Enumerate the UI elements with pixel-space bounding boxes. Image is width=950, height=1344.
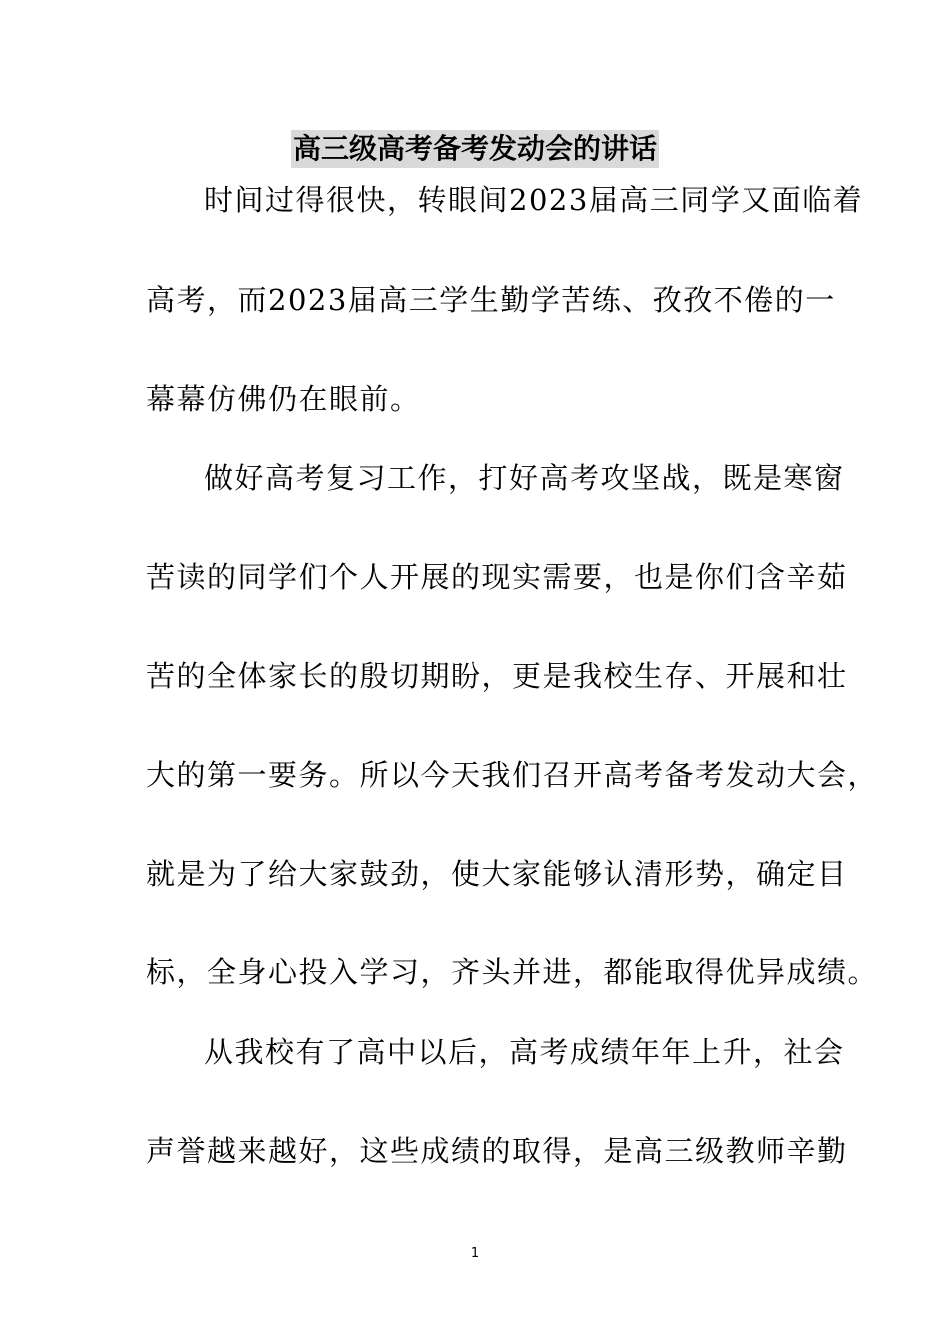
- document-title: 高三级高考备考发动会的讲话: [291, 130, 659, 168]
- paragraph-line: 声誉越来越好，这些成绩的取得，是高三级教师辛勤: [146, 1134, 848, 1168]
- page-number: 1: [470, 1246, 480, 1261]
- paragraph-line: 就是为了给大家鼓劲，使大家能够认清形势，确定目: [146, 857, 848, 891]
- paragraph-line: 高考，而2023届高三学生勤学苦练、孜孜不倦的一: [146, 283, 836, 317]
- paragraph-line: 苦的全体家长的殷切期盼，更是我校生存、开展和壮: [146, 659, 848, 693]
- title-container: [0, 130, 950, 168]
- paragraph-line: 从我校有了高中以后，高考成绩年年上升，社会: [204, 1035, 845, 1069]
- paragraph-line: 大的第一要务。所以今天我们召开高考备考发动大会，: [146, 758, 879, 792]
- paragraph-line: 时间过得很快，转眼间2023届高三同学又面临着: [204, 183, 864, 217]
- paragraph-line: 幕幕仿佛仍在眼前。: [146, 382, 421, 416]
- paragraph-line: 标，全身心投入学习，齐头并进，都能取得优异成绩。: [146, 955, 879, 989]
- paragraph-line: 苦读的同学们个人开展的现实需要，也是你们含辛茹: [146, 560, 848, 594]
- paragraph-line: 做好高考复习工作，打好高考攻坚战，既是寒窗: [204, 461, 845, 495]
